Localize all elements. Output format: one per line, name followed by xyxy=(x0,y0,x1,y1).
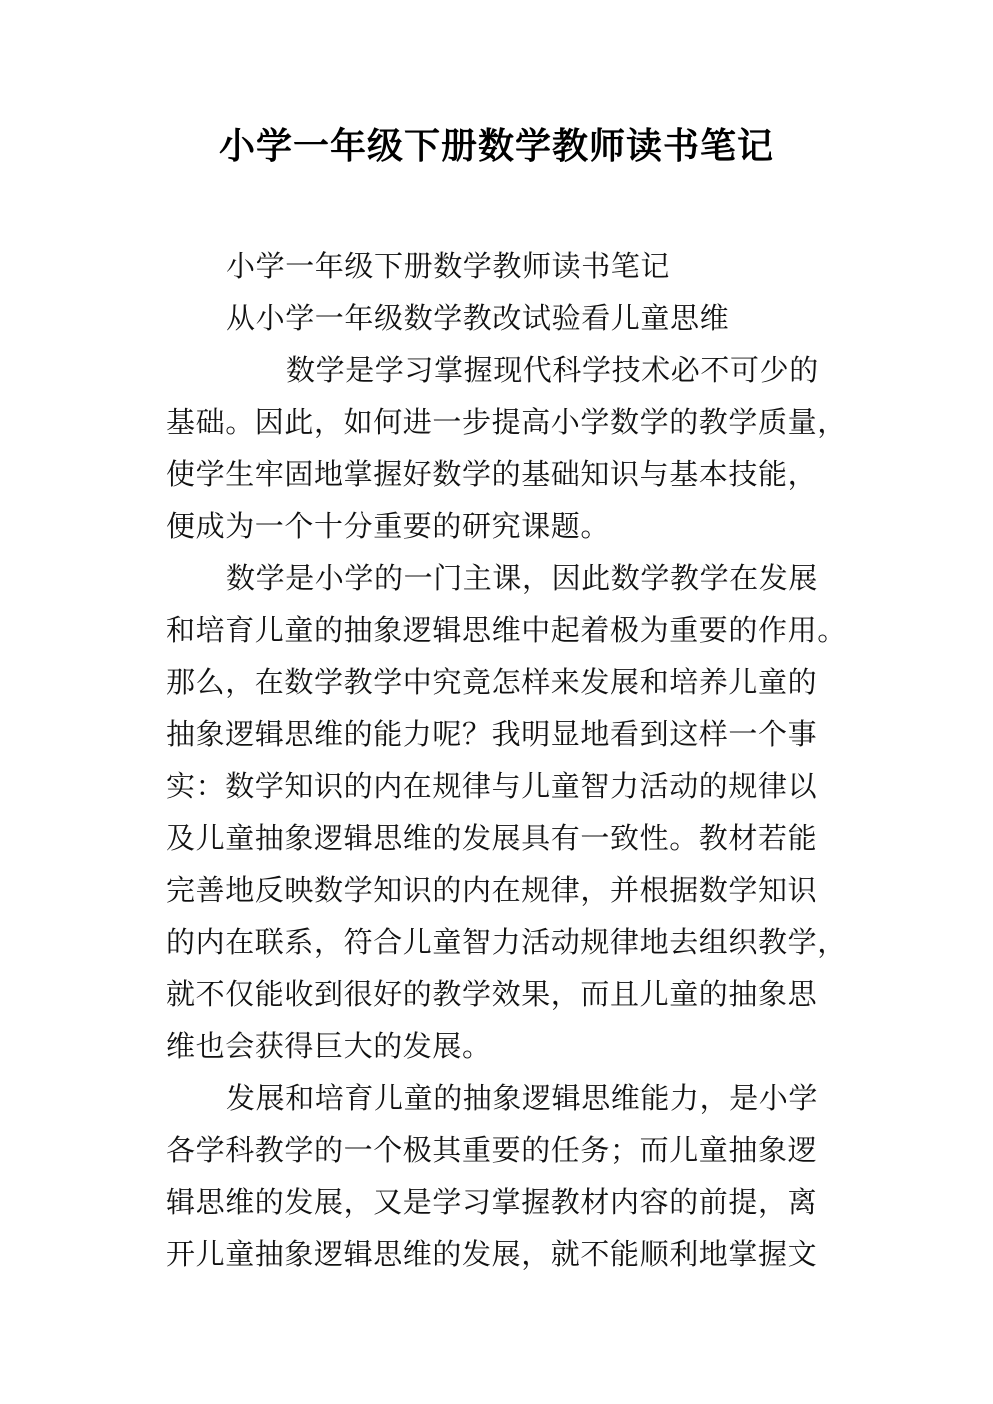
body-line: 数学是小学的一门主课，因此数学教学在发展 xyxy=(226,561,819,595)
body-line: 发展和培育儿童的抽象逻辑思维能力，是小学 xyxy=(226,1081,819,1115)
body-line: 数学是学习掌握现代科学技术必不可少的 xyxy=(286,353,819,387)
body-line: 和培育儿童的抽象逻辑思维中起着极为重要的作用。 xyxy=(166,613,847,647)
body-line: 使学生牢固地掌握好数学的基础知识与基本技能， xyxy=(166,457,818,491)
document-title: 小学一年级下册数学教师读书笔记 xyxy=(218,126,774,167)
body-line: 那么，在数学教学中究竟怎样来发展和培养儿童的 xyxy=(166,665,818,699)
body-line: 的内在联系，符合儿童智力活动规律地去组织教学， xyxy=(166,925,847,959)
body-line: 便成为一个十分重要的研究课题。 xyxy=(166,509,611,543)
body-line: 从小学一年级数学教改试验看儿童思维 xyxy=(226,301,730,335)
body-line: 小学一年级下册数学教师读书笔记 xyxy=(226,249,671,283)
body-line: 及儿童抽象逻辑思维的发展具有一致性。教材若能 xyxy=(166,821,818,855)
body-line: 基础。因此，如何进一步提高小学数学的教学质量， xyxy=(166,405,847,439)
body-line: 开儿童抽象逻辑思维的发展，就不能顺利地掌握文 xyxy=(166,1237,818,1271)
body-line: 实：数学知识的内在规律与儿童智力活动的规律以 xyxy=(166,769,818,803)
body-line: 各学科教学的一个极其重要的任务；而儿童抽象逻 xyxy=(166,1133,818,1167)
body-line: 维也会获得巨大的发展。 xyxy=(166,1029,492,1063)
body-line: 就不仅能收到很好的教学效果，而且儿童的抽象思 xyxy=(166,977,818,1011)
body-line: 抽象逻辑思维的能力呢？我明显地看到这样一个事 xyxy=(166,717,818,751)
body-line: 辑思维的发展，又是学习掌握教材内容的前提，离 xyxy=(166,1185,818,1219)
body-line: 完善地反映数学知识的内在规律，并根据数学知识 xyxy=(166,873,818,907)
